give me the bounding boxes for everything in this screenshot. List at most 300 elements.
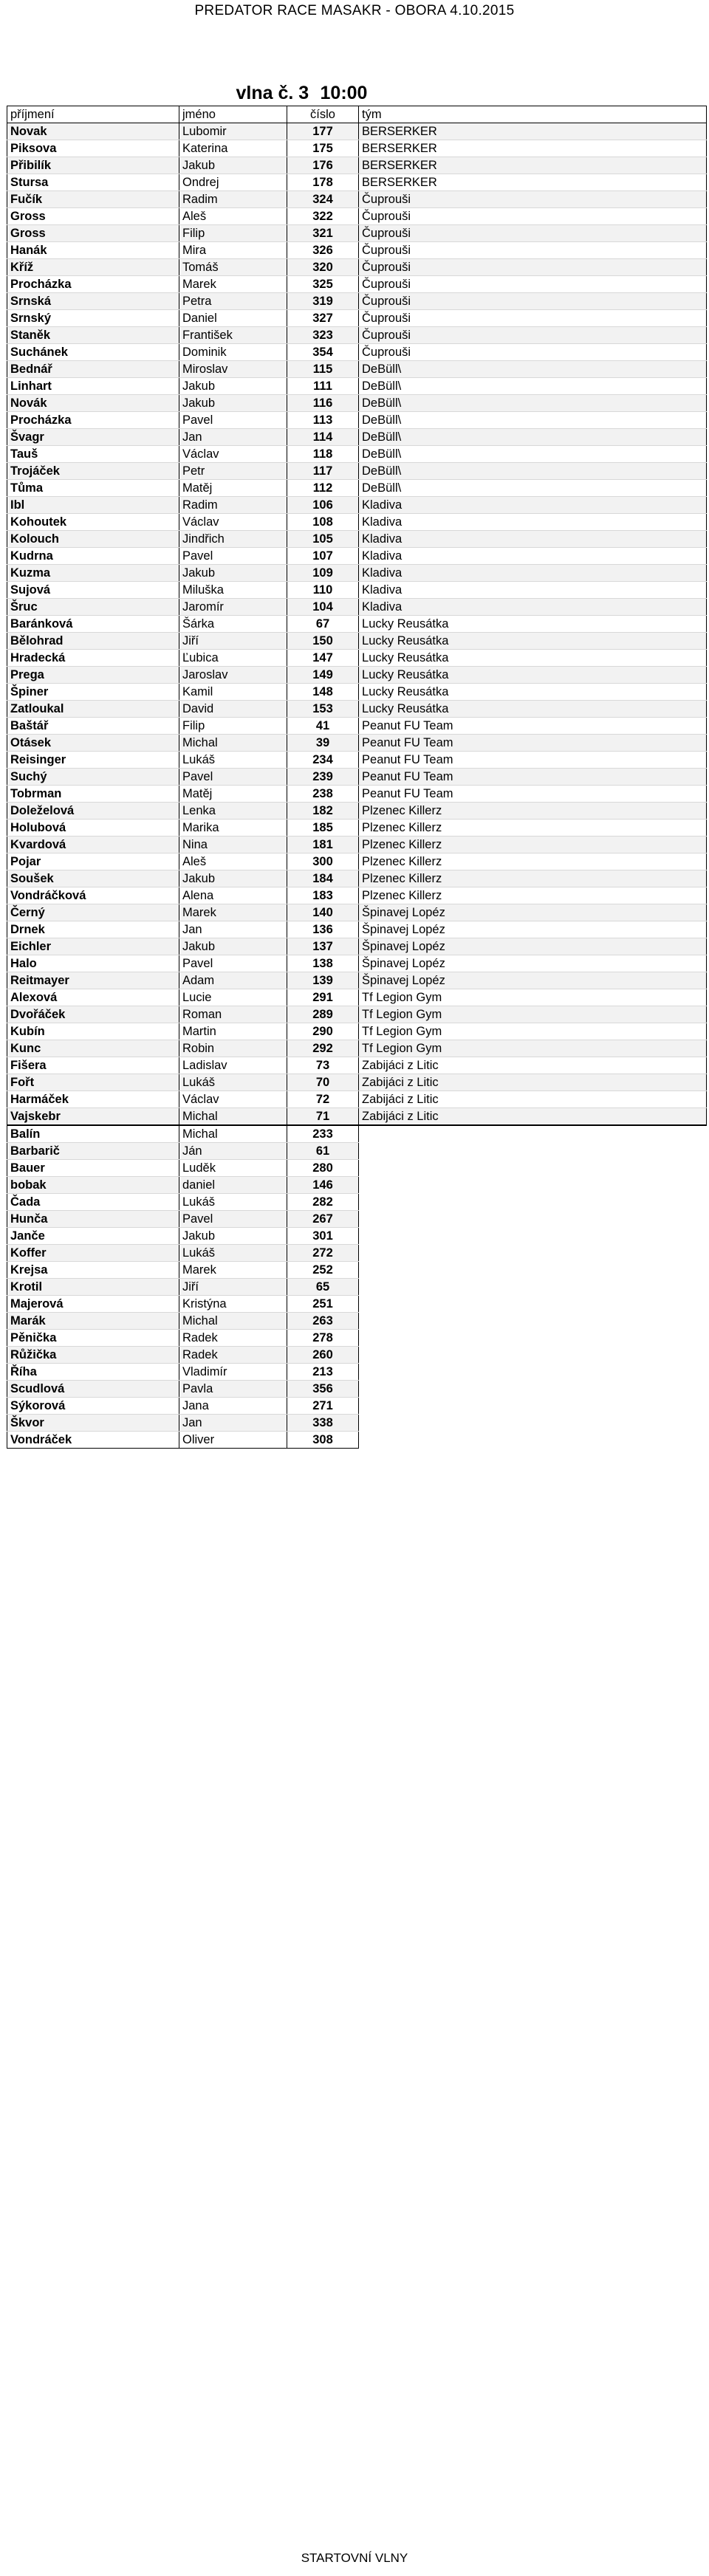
- participant-surname: Špiner: [7, 684, 179, 701]
- participant-row: [7, 599, 707, 616]
- participant-surname: Kubín: [7, 1023, 179, 1040]
- participant-team: Plzenec Killerz: [359, 803, 707, 820]
- participant-name: Martin: [179, 1023, 287, 1040]
- participant-number: 326: [287, 242, 359, 259]
- participant-team: Plzenec Killerz: [359, 853, 707, 870]
- participant-number: 356: [287, 1381, 359, 1398]
- participant-surname: Tauš: [7, 446, 179, 463]
- participant-number: 110: [287, 582, 359, 599]
- participant-team: DeBüll\: [359, 480, 707, 497]
- participant-team: [359, 1194, 707, 1211]
- participant-surname: Staněk: [7, 327, 179, 344]
- participant-team: Špinavej Lopéz: [359, 904, 707, 921]
- participant-number: 140: [287, 904, 359, 921]
- participant-row: [7, 1177, 707, 1194]
- participant-row: [7, 480, 707, 497]
- participant-surname: Kolouch: [7, 531, 179, 548]
- participant-number: 324: [287, 191, 359, 208]
- participant-row: [7, 259, 707, 276]
- participant-team: [359, 1160, 707, 1177]
- participant-number: 118: [287, 446, 359, 463]
- participant-number: 289: [287, 1006, 359, 1023]
- participant-team: [359, 1313, 707, 1330]
- participant-team: DeBüll\: [359, 412, 707, 429]
- participant-name: Daniel: [179, 310, 287, 327]
- participant-name: Radim: [179, 497, 287, 514]
- participant-surname: Švagr: [7, 429, 179, 446]
- participant-row: [7, 989, 707, 1006]
- participant-name: Jiří: [179, 633, 287, 650]
- participant-name: Jaroslav: [179, 667, 287, 684]
- participant-surname: Baštář: [7, 718, 179, 735]
- participant-number: 300: [287, 853, 359, 870]
- participant-number: 112: [287, 480, 359, 497]
- participant-row: [7, 1296, 707, 1313]
- participant-number: 280: [287, 1160, 359, 1177]
- participant-row: [7, 344, 707, 361]
- participant-surname: Hunča: [7, 1211, 179, 1228]
- participant-name: Kristýna: [179, 1296, 287, 1313]
- participant-surname: Hradecká: [7, 650, 179, 667]
- participant-row: [7, 327, 707, 344]
- participant-name: Jakub: [179, 565, 287, 582]
- participant-surname: Doleželová: [7, 803, 179, 820]
- participant-number: 327: [287, 310, 359, 327]
- participant-row: [7, 412, 707, 429]
- participant-team: Lucky Reusátka: [359, 667, 707, 684]
- participant-number: 184: [287, 870, 359, 887]
- participant-name: Filip: [179, 718, 287, 735]
- participant-team: Čuprouši: [359, 208, 707, 225]
- participant-row: [7, 242, 707, 259]
- participant-team: Čuprouši: [359, 327, 707, 344]
- participant-name: Ľubica: [179, 650, 287, 667]
- participant-team: BERSERKER: [359, 174, 707, 191]
- participant-surname: Hanák: [7, 242, 179, 259]
- participant-number: 213: [287, 1364, 359, 1381]
- participant-team: DeBüll\: [359, 446, 707, 463]
- participant-team: Kladiva: [359, 599, 707, 616]
- participant-team: Zabijáci z Litic: [359, 1091, 707, 1108]
- participant-team: Peanut FU Team: [359, 718, 707, 735]
- participant-surname: Otásek: [7, 735, 179, 752]
- page-footer: STARTOVNÍ VLNY: [301, 2551, 408, 2565]
- participant-row: [7, 786, 707, 803]
- participant-number: 113: [287, 412, 359, 429]
- participant-team: Špinavej Lopéz: [359, 921, 707, 938]
- participant-surname: Reisinger: [7, 752, 179, 769]
- participant-row: [7, 1228, 707, 1245]
- participant-team: Plzenec Killerz: [359, 837, 707, 853]
- participant-team: Zabijáci z Litic: [359, 1108, 707, 1126]
- participant-surname: Krotil: [7, 1279, 179, 1296]
- participant-team: Plzenec Killerz: [359, 887, 707, 904]
- participant-row: [7, 1381, 707, 1398]
- participant-team: [359, 1347, 707, 1364]
- participant-name: Miroslav: [179, 361, 287, 378]
- participant-row: [7, 1330, 707, 1347]
- participant-name: Matěj: [179, 480, 287, 497]
- participant-row: [7, 1313, 707, 1330]
- participant-row: [7, 429, 707, 446]
- participant-team: [359, 1211, 707, 1228]
- participant-row: [7, 1415, 707, 1432]
- participant-surname: Čada: [7, 1194, 179, 1211]
- participant-number: 325: [287, 276, 359, 293]
- participant-surname: Růžička: [7, 1347, 179, 1364]
- participant-surname: Marák: [7, 1313, 179, 1330]
- participant-number: 292: [287, 1040, 359, 1057]
- participant-number: 114: [287, 429, 359, 446]
- participant-number: 139: [287, 972, 359, 989]
- wave-label-cell: [7, 75, 309, 106]
- participant-name: Petra: [179, 293, 287, 310]
- participant-team: [359, 1262, 707, 1279]
- participant-name: Radek: [179, 1347, 287, 1364]
- participant-surname: Fišera: [7, 1057, 179, 1074]
- participant-row: [7, 701, 707, 718]
- participant-surname: Piksova: [7, 140, 179, 157]
- participant-team: [359, 1330, 707, 1347]
- participant-team: Čuprouši: [359, 242, 707, 259]
- participant-surname: Alexová: [7, 989, 179, 1006]
- participant-number: 267: [287, 1211, 359, 1228]
- participant-number: 177: [287, 123, 359, 140]
- participant-surname: Ibl: [7, 497, 179, 514]
- participant-team: Čuprouši: [359, 225, 707, 242]
- participant-name: Katerina: [179, 140, 287, 157]
- participant-name: Jan: [179, 1415, 287, 1432]
- participant-name: Lenka: [179, 803, 287, 820]
- participant-name: Michal: [179, 1125, 287, 1143]
- participant-name: Radek: [179, 1330, 287, 1347]
- participant-team: DeBüll\: [359, 429, 707, 446]
- participant-row: [7, 174, 707, 191]
- participant-name: Jan: [179, 921, 287, 938]
- participant-team: [359, 1398, 707, 1415]
- participant-row: [7, 191, 707, 208]
- column-header-row: [7, 106, 707, 123]
- participant-row: [7, 972, 707, 989]
- participant-name: František: [179, 327, 287, 344]
- participant-number: 104: [287, 599, 359, 616]
- participant-name: Jakub: [179, 870, 287, 887]
- participant-surname: Srnský: [7, 310, 179, 327]
- participant-team: Tf Legion Gym: [359, 1040, 707, 1057]
- participant-row: [7, 718, 707, 735]
- participant-number: 238: [287, 786, 359, 803]
- participant-name: Václav: [179, 1091, 287, 1108]
- participant-surname: Dvořáček: [7, 1006, 179, 1023]
- participant-number: 320: [287, 259, 359, 276]
- participant-surname: Vondráček: [7, 1432, 179, 1449]
- participant-number: 185: [287, 820, 359, 837]
- participant-surname: Vajskebr: [7, 1108, 179, 1126]
- participant-number: 291: [287, 989, 359, 1006]
- participant-number: 115: [287, 361, 359, 378]
- participant-name: Jan: [179, 429, 287, 446]
- participant-row: [7, 1006, 707, 1023]
- participant-surname: Kuzma: [7, 565, 179, 582]
- participant-team: [359, 1245, 707, 1262]
- participant-surname: Sujová: [7, 582, 179, 599]
- participant-row: [7, 310, 707, 327]
- participant-name: Marek: [179, 904, 287, 921]
- participant-surname: Bělohrad: [7, 633, 179, 650]
- participant-row: [7, 123, 707, 140]
- participant-team: DeBüll\: [359, 395, 707, 412]
- participant-row: [7, 1125, 707, 1143]
- participant-number: 153: [287, 701, 359, 718]
- participant-row: [7, 565, 707, 582]
- participant-number: 106: [287, 497, 359, 514]
- participant-number: 233: [287, 1125, 359, 1143]
- participant-number: 111: [287, 378, 359, 395]
- participant-row: [7, 1108, 707, 1126]
- participant-name: Šárka: [179, 616, 287, 633]
- participant-row: [7, 293, 707, 310]
- participant-name: Michal: [179, 1108, 287, 1126]
- participant-surname: Kudrna: [7, 548, 179, 565]
- participant-name: Ján: [179, 1143, 287, 1160]
- participant-number: 107: [287, 548, 359, 565]
- participant-row: [7, 1023, 707, 1040]
- participant-row: [7, 208, 707, 225]
- participant-surname: Bauer: [7, 1160, 179, 1177]
- wave-time-cell: [287, 75, 707, 106]
- page-title: PREDATOR RACE MASAKR - OBORA 4.10.2015: [194, 3, 515, 18]
- participant-name: Ladislav: [179, 1057, 287, 1074]
- participant-row: [7, 361, 707, 378]
- participant-name: Mira: [179, 242, 287, 259]
- participant-name: Matěj: [179, 786, 287, 803]
- participant-name: Jindřich: [179, 531, 287, 548]
- participant-name: Jakub: [179, 378, 287, 395]
- participant-team: DeBüll\: [359, 361, 707, 378]
- participant-row: [7, 514, 707, 531]
- participant-surname: Škvor: [7, 1415, 179, 1432]
- participant-team: [359, 1228, 707, 1245]
- participant-name: Nina: [179, 837, 287, 853]
- participant-row: [7, 1432, 707, 1449]
- participant-row: [7, 276, 707, 293]
- participant-surname: Přibilík: [7, 157, 179, 174]
- participant-number: 290: [287, 1023, 359, 1040]
- participant-row: [7, 1143, 707, 1160]
- participant-team: Lucky Reusátka: [359, 701, 707, 718]
- wave-label: vlna č. 3: [236, 83, 309, 103]
- participant-surname: Holubová: [7, 820, 179, 837]
- participant-team: Čuprouši: [359, 276, 707, 293]
- participant-row: [7, 1040, 707, 1057]
- participant-name: Jaromír: [179, 599, 287, 616]
- participant-surname: Prega: [7, 667, 179, 684]
- participant-name: Marek: [179, 1262, 287, 1279]
- participant-name: Jakub: [179, 1228, 287, 1245]
- participant-team: [359, 1177, 707, 1194]
- participant-row: [7, 225, 707, 242]
- participant-number: 272: [287, 1245, 359, 1262]
- participant-surname: Fořt: [7, 1074, 179, 1091]
- participant-team: Špinavej Lopéz: [359, 955, 707, 972]
- participant-name: Marika: [179, 820, 287, 837]
- participant-surname: Linhart: [7, 378, 179, 395]
- participant-surname: Procházka: [7, 276, 179, 293]
- participant-surname: Pěnička: [7, 1330, 179, 1347]
- participant-row: [7, 140, 707, 157]
- participant-number: 61: [287, 1143, 359, 1160]
- participant-row: [7, 1160, 707, 1177]
- participant-team: [359, 1381, 707, 1398]
- participant-team: Plzenec Killerz: [359, 870, 707, 887]
- participant-name: Lucie: [179, 989, 287, 1006]
- participant-team: BERSERKER: [359, 157, 707, 174]
- participant-row: [7, 735, 707, 752]
- participant-name: Michal: [179, 1313, 287, 1330]
- participant-team: DeBüll\: [359, 378, 707, 395]
- participant-team: [359, 1415, 707, 1432]
- participant-surname: Vondráčková: [7, 887, 179, 904]
- participant-row: [7, 1347, 707, 1364]
- participant-team: Lucky Reusátka: [359, 684, 707, 701]
- participant-row: [7, 633, 707, 650]
- participant-surname: Fučík: [7, 191, 179, 208]
- participant-row: [7, 1194, 707, 1211]
- header-surname: příjmení: [7, 106, 179, 123]
- wave-time: 10:00: [320, 83, 368, 103]
- participant-surname: Halo: [7, 955, 179, 972]
- participant-surname: Stursa: [7, 174, 179, 191]
- start-list-table: [7, 75, 707, 1449]
- participant-name: Pavla: [179, 1381, 287, 1398]
- participant-name: Miluška: [179, 582, 287, 599]
- participant-team: Zabijáci z Litic: [359, 1057, 707, 1074]
- participant-surname: Drnek: [7, 921, 179, 938]
- participant-number: 136: [287, 921, 359, 938]
- participant-row: [7, 820, 707, 837]
- participant-number: 182: [287, 803, 359, 820]
- participant-team: Špinavej Lopéz: [359, 938, 707, 955]
- participant-surname: Bednář: [7, 361, 179, 378]
- participant-surname: Tobrman: [7, 786, 179, 803]
- participant-surname: Gross: [7, 225, 179, 242]
- participant-name: Alena: [179, 887, 287, 904]
- participant-number: 178: [287, 174, 359, 191]
- participant-number: 148: [287, 684, 359, 701]
- participant-number: 70: [287, 1074, 359, 1091]
- participant-name: David: [179, 701, 287, 718]
- participant-team: Čuprouši: [359, 293, 707, 310]
- wave-heading-row: [7, 75, 707, 106]
- participant-row: [7, 752, 707, 769]
- participant-row: [7, 1364, 707, 1381]
- participant-name: Jana: [179, 1398, 287, 1415]
- participant-number: 323: [287, 327, 359, 344]
- participant-team: Kladiva: [359, 582, 707, 599]
- participant-number: 183: [287, 887, 359, 904]
- participant-name: Aleš: [179, 208, 287, 225]
- participant-surname: Černý: [7, 904, 179, 921]
- participant-number: 105: [287, 531, 359, 548]
- participant-name: Pavel: [179, 769, 287, 786]
- header-team: tým: [359, 106, 707, 123]
- participant-team: Lucky Reusátka: [359, 616, 707, 633]
- participant-number: 137: [287, 938, 359, 955]
- participant-team: BERSERKER: [359, 123, 707, 140]
- participant-row: [7, 531, 707, 548]
- participant-row: [7, 1262, 707, 1279]
- participant-name: Lukáš: [179, 752, 287, 769]
- participant-surname: Říha: [7, 1364, 179, 1381]
- participant-surname: Suchý: [7, 769, 179, 786]
- participant-row: [7, 853, 707, 870]
- participant-name: Jakub: [179, 395, 287, 412]
- participant-surname: Tůma: [7, 480, 179, 497]
- participant-row: [7, 378, 707, 395]
- participant-row: [7, 684, 707, 701]
- participant-number: 322: [287, 208, 359, 225]
- participant-name: Adam: [179, 972, 287, 989]
- participant-team: [359, 1364, 707, 1381]
- participant-surname: Pojar: [7, 853, 179, 870]
- participant-row: [7, 395, 707, 412]
- participant-team: Kladiva: [359, 514, 707, 531]
- participant-number: 239: [287, 769, 359, 786]
- participant-team: Peanut FU Team: [359, 786, 707, 803]
- participant-team: Lucky Reusátka: [359, 633, 707, 650]
- participant-surname: Procházka: [7, 412, 179, 429]
- participant-row: [7, 667, 707, 684]
- participant-number: 278: [287, 1330, 359, 1347]
- participant-row: [7, 1091, 707, 1108]
- participant-surname: Novák: [7, 395, 179, 412]
- participant-team: Špinavej Lopéz: [359, 972, 707, 989]
- participant-team: Peanut FU Team: [359, 735, 707, 752]
- participant-name: Radim: [179, 191, 287, 208]
- participant-team: Čuprouši: [359, 191, 707, 208]
- participant-surname: Srnská: [7, 293, 179, 310]
- participant-surname: Harmáček: [7, 1091, 179, 1108]
- participant-team: [359, 1432, 707, 1449]
- participant-name: Michal: [179, 735, 287, 752]
- header-number: číslo: [287, 106, 359, 123]
- participant-name: Pavel: [179, 1211, 287, 1228]
- participant-name: Pavel: [179, 412, 287, 429]
- participant-number: 109: [287, 565, 359, 582]
- participant-row: [7, 548, 707, 565]
- participant-number: 73: [287, 1057, 359, 1074]
- participant-surname: Majerová: [7, 1296, 179, 1313]
- participant-number: 321: [287, 225, 359, 242]
- participant-row: [7, 650, 707, 667]
- participant-number: 117: [287, 463, 359, 480]
- participant-team: Kladiva: [359, 531, 707, 548]
- participant-surname: Soušek: [7, 870, 179, 887]
- participant-surname: Janče: [7, 1228, 179, 1245]
- participant-surname: Kříž: [7, 259, 179, 276]
- participant-number: 67: [287, 616, 359, 633]
- participant-team: Kladiva: [359, 497, 707, 514]
- participant-name: Lukáš: [179, 1194, 287, 1211]
- participant-row: [7, 446, 707, 463]
- participant-surname: Reitmayer: [7, 972, 179, 989]
- participant-row: [7, 955, 707, 972]
- participant-number: 234: [287, 752, 359, 769]
- participant-row: [7, 497, 707, 514]
- participant-number: 150: [287, 633, 359, 650]
- participant-row: [7, 803, 707, 820]
- participant-name: Aleš: [179, 853, 287, 870]
